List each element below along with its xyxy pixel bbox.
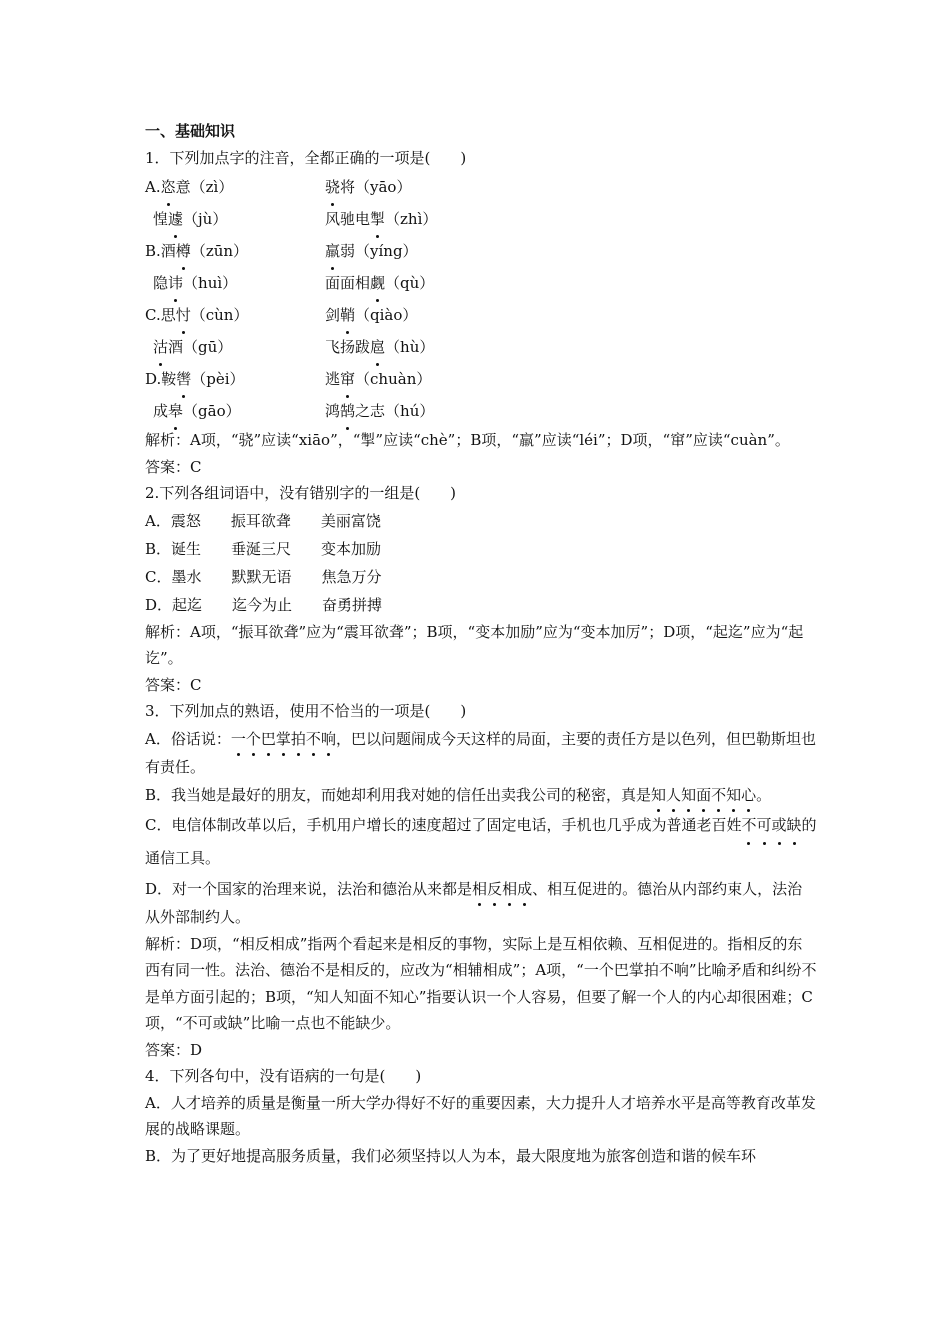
dotted-char: 拍: [291, 725, 306, 753]
dotted-char: 扈: [370, 331, 385, 363]
q1-right-item: 面面相觑（qù）: [325, 267, 434, 299]
q1-right-item: 风驰电掣（zhì）: [325, 203, 437, 235]
q1-left-item: A.恣意（zì）: [145, 178, 233, 196]
q2-option-a: A．震怒 振耳欲聋 美丽富饶: [145, 511, 381, 530]
q1-left-item: B.酒樽（zūn）: [145, 242, 248, 260]
q3-b-dotted-phrase: [651, 786, 756, 804]
q1-left-item: 惶遽（jù）: [145, 210, 227, 228]
q3-option-a: A．俗话说：一个巴掌拍不响，巴以问题闹成今天这样的局面，主要的责任方是以色列，但巴勒斯坦也有责任。: [145, 725, 817, 781]
dotted-char: 个: [246, 725, 261, 753]
q4-option-a: A．人才培养的质量是衡量一所大学办得好不好的重要因素，大力提升人才培养水平是高等教育改革发展的战略课题。: [145, 1093, 816, 1138]
dotted-char: 鞘: [340, 299, 355, 331]
q1-answer: 答案：C: [145, 457, 202, 476]
q1-options: [145, 171, 817, 427]
dotted-char: 心: [741, 781, 756, 809]
q2-stem: 2.下列各组词语中，没有错别字的一组是( ): [145, 484, 457, 502]
dotted-char: 窜: [340, 363, 355, 395]
dotted-char: 反: [487, 875, 502, 903]
dotted-char: 不: [711, 781, 726, 809]
q3-a-dotted-phrase: [231, 730, 336, 748]
dotted-char: 恣: [161, 171, 176, 203]
q1-left-item: 成皋（gāo）: [145, 402, 241, 420]
q1-left-item: 沽酒（gū）: [145, 338, 232, 356]
q4-stem: 4．下列各句中，没有语病的一句是( ): [145, 1067, 422, 1085]
q1-analysis: 解析：A项，“骁”应读“xiāo”，“掣”应读“chè”；B项，“羸”应读“léi”；D项，“窜”应读“cuàn”。: [145, 431, 790, 449]
q3-option-c: C．电信体制改革以后，手机用户增长的速度超过了固定电话，手机也几乎成为普通老百姓不可或缺的通信工具。: [145, 809, 817, 875]
q3-option-d: D．对一个国家的治理来说，法治和德治从来都是相反相成、相互促进的。德治从内部约束人，法治从外部制约人。: [145, 875, 817, 931]
dotted-char: 不: [741, 809, 756, 842]
dotted-char: 鹄: [340, 395, 355, 427]
q1-left-item: 隐讳（huì）: [145, 274, 237, 292]
q1-option-row: [145, 331, 817, 363]
q2-option-c: C．墨水 默默无语 焦急万分: [145, 567, 382, 586]
q1-option-row: [145, 363, 817, 395]
dotted-char: 响: [321, 725, 336, 753]
q1-option-row: [145, 171, 817, 203]
dotted-char: 或: [772, 809, 787, 842]
dotted-char: 知: [651, 781, 666, 809]
dotted-char: 辔: [176, 363, 191, 395]
q1-option-row: [145, 299, 817, 331]
q3-answer: 答案：D: [145, 1040, 203, 1059]
dotted-char: 觑: [370, 267, 385, 299]
q3-c-dotted-phrase: [741, 816, 801, 834]
q1-right-item: 剑鞘（qiào）: [325, 299, 417, 331]
dotted-char: 成: [517, 875, 532, 903]
q1-option-row: [145, 267, 817, 299]
dotted-char: 骁: [325, 171, 340, 203]
dotted-char: 沽: [153, 331, 168, 363]
dotted-char: 讳: [168, 267, 183, 299]
dotted-char: 掣: [370, 203, 385, 235]
q4-option-b: B．为了更好地提高服务质量，我们必须坚持以人为本，最大限度地为旅客创造和谐的候车环: [145, 1146, 757, 1165]
section-title: 一、基础知识: [145, 122, 236, 140]
dotted-char: 羸: [325, 235, 340, 267]
q1-right-item: 逃窜（chuàn）: [325, 363, 431, 395]
dotted-char: 掌: [276, 725, 291, 753]
dotted-char: 一: [231, 725, 246, 753]
dotted-char: 缺: [787, 809, 802, 842]
q1-right-item: 飞扬跋扈（hù）: [325, 331, 434, 363]
dotted-char: 相: [472, 875, 487, 903]
dotted-char: 樽: [176, 235, 191, 267]
dotted-char: 皋: [168, 395, 183, 427]
q1-option-row: [145, 395, 817, 427]
dotted-char: 可: [757, 809, 772, 842]
dotted-char: 知: [681, 781, 696, 809]
q2-option-d: D．起迄 迄今为止 奋勇拼搏: [145, 595, 383, 614]
dotted-char: 不: [306, 725, 321, 753]
dotted-char: 知: [726, 781, 741, 809]
q1-left-item: D.鞍辔（pèi）: [145, 370, 245, 388]
q2-answer: 答案：C: [145, 675, 202, 694]
q3-d-dotted-phrase: [472, 880, 532, 898]
q1-stem: 1．下列加点字的注音，全都正确的一项是( ): [145, 148, 467, 167]
document-page: [145, 118, 817, 1169]
q2-option-b: B．诞生 垂涎三尺 变本加励: [145, 539, 382, 558]
dotted-char: 人: [666, 781, 681, 809]
q1-option-row: [145, 203, 817, 235]
q1-right-item: 骁将（yāo）: [325, 171, 411, 203]
q2-analysis: 解析：A项，“振耳欲聋”应为“震耳欲聋”；B项，“变本加励”应为“变本加厉”；D项，“起迄”应为“起讫”。: [145, 622, 804, 667]
q1-option-row: [145, 235, 817, 267]
dotted-char: 面: [696, 781, 711, 809]
q3-option-b: B．我当她是最好的朋友，而她却利用我对她的信任出卖我公司的秘密，真是知人知面不知心。: [145, 781, 817, 809]
dotted-char: 巴: [261, 725, 276, 753]
q3-stem: 3．下列加点的熟语，使用不恰当的一项是( ): [145, 702, 467, 720]
q1-right-item: 鸿鹄之志（hú）: [325, 395, 434, 427]
dotted-char: 相: [502, 875, 517, 903]
dotted-char: 忖: [176, 299, 191, 331]
dotted-char: 遽: [168, 203, 183, 235]
q1-left-item: C.思忖（cùn）: [145, 306, 248, 324]
q3-analysis: 解析：D项，“相反相成”指两个看起来是相反的事物，实际上是互相依赖、互相促进的。指相反的东西有同一性。法治、德治不是相反的，应改为“相辅相成”；A项，“一个巴掌拍不响”比喻矛盾和纠纷不是单方面引起的；B项，“知人知面不知心”指要认识一个人容易，但要了解一个人的内心却很困难；C项，“不可或缺”比喻一点也不能缺少。: [145, 934, 817, 1032]
q1-right-item: 羸弱（yíng）: [325, 235, 418, 267]
